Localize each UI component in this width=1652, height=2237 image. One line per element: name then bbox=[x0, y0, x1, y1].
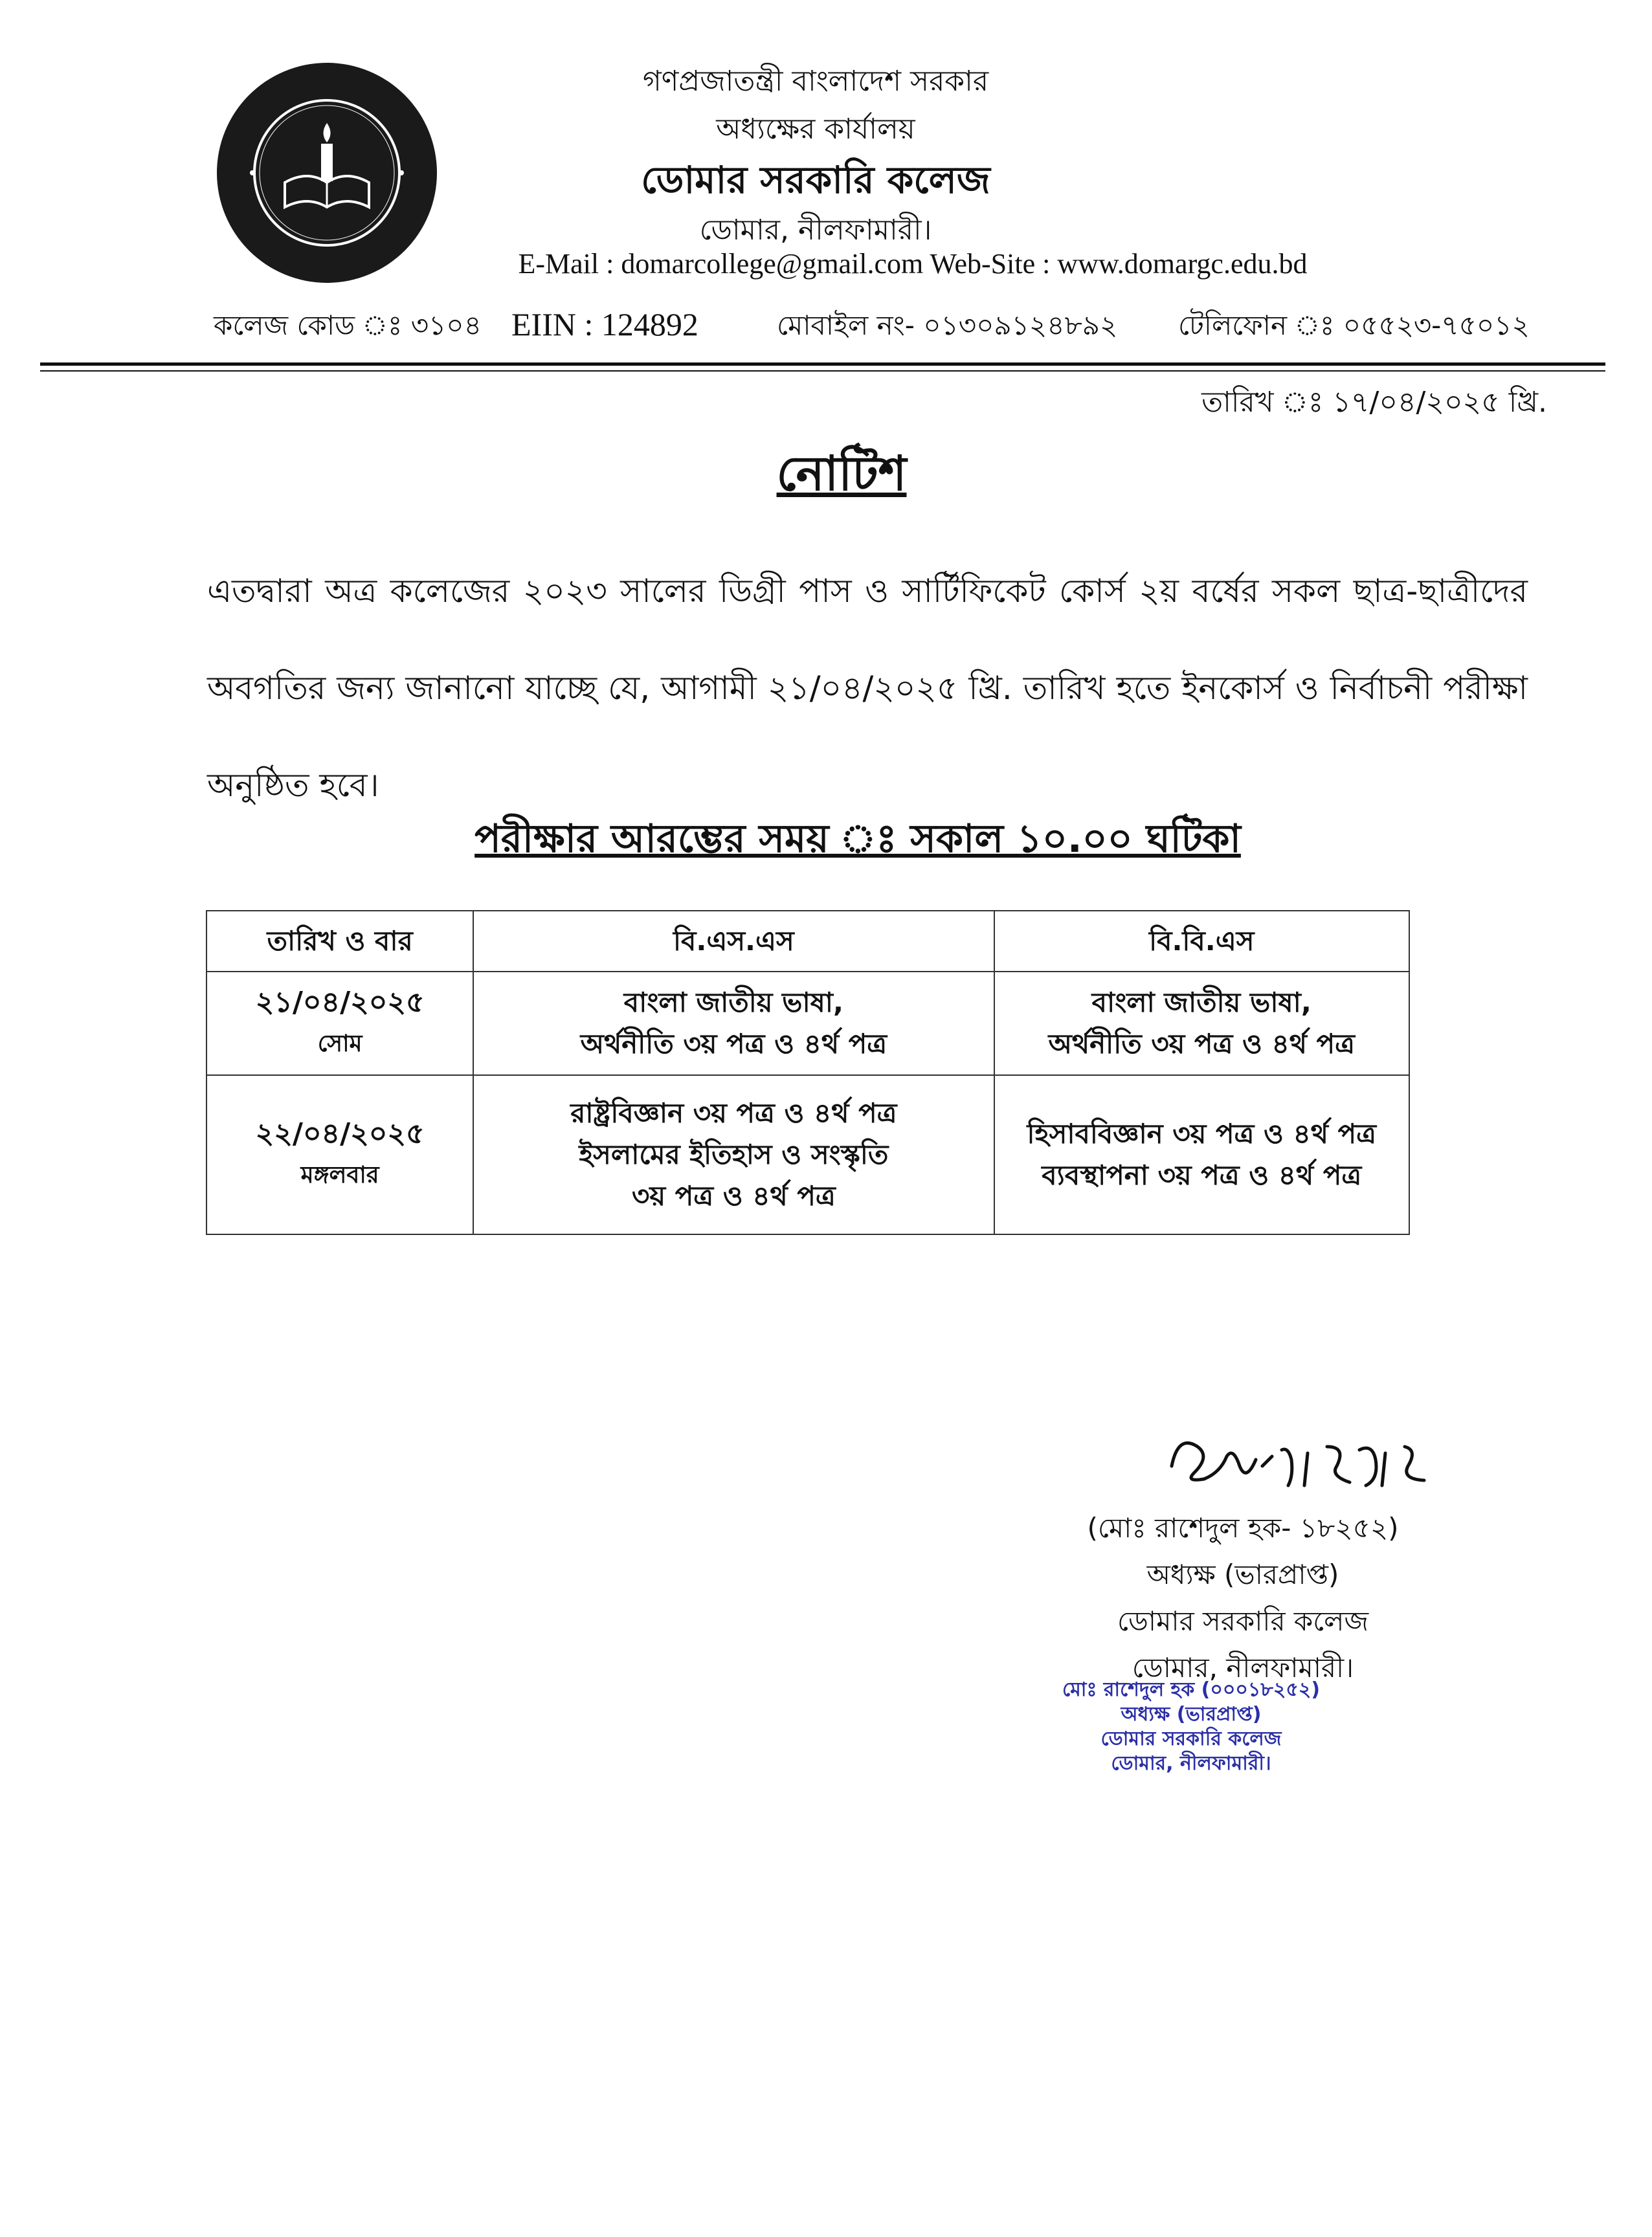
subject-line: বাংলা জাতীয় ভাষা, bbox=[623, 986, 843, 1018]
exam-date: ২১/০৪/২০২৫ bbox=[255, 986, 425, 1019]
college-seal-logo bbox=[214, 60, 440, 286]
signatory-address: ডোমার, নীলফামারী। bbox=[1132, 1652, 1354, 1684]
telephone-number: টেলিফোন ঃ ০৫৫২৩-৭৫০১২ bbox=[1178, 309, 1530, 341]
signatory-title: অধ্যক্ষ (ভারপ্রাপ্ত) bbox=[1146, 1559, 1339, 1590]
stamp-line: ডোমার, নীলফামারী। bbox=[1111, 1752, 1271, 1775]
mobile-number: মোবাইল নং- ০১৩০৯১২৪৮৯২ bbox=[777, 309, 1118, 341]
table-header-row bbox=[206, 911, 1409, 972]
subject-line: বাংলা জাতীয় ভাষা, bbox=[1091, 986, 1312, 1018]
office-line: অধ্যক্ষের কার্যালয় bbox=[716, 113, 915, 146]
table-row bbox=[206, 972, 1409, 1075]
eiin-number: EIIN : 124892 bbox=[511, 306, 698, 342]
header-divider bbox=[40, 362, 1605, 366]
subject-line: অর্থনীতি ৩য় পত্র ও ৪র্থ পত্র bbox=[580, 1028, 887, 1060]
official-stamp bbox=[1010, 1678, 1372, 1776]
subject-line: ৩য় পত্র ও ৪র্থ পত্র bbox=[632, 1180, 836, 1212]
handwritten-signature bbox=[1159, 1421, 1469, 1498]
date-cell bbox=[206, 1075, 473, 1234]
exam-day: সোম bbox=[317, 1030, 363, 1057]
header-divider-thin bbox=[40, 370, 1605, 372]
bbs-cell bbox=[994, 1075, 1409, 1234]
stamp-line: ডোমার সরকারি কলেজ bbox=[1100, 1728, 1282, 1750]
exam-start-time: পরীক্ষার আরম্ভের সময় ঃ সকাল ১০.০০ ঘটিকা bbox=[474, 816, 1241, 862]
exam-date: ২২/০৪/২০২৫ bbox=[255, 1117, 425, 1150]
exam-day: মঙ্গলবার bbox=[300, 1162, 379, 1188]
header-date-day: তারিখ ও বার bbox=[206, 911, 473, 972]
notice-body: এতদ্বারা অত্র কলেজের ২০২৩ সালের ডিগ্রী পাস ও সার্টিফিকেট কোর্স ২য় বর্ষের সকল ছাত্র-ছাত্রীদের অবগতির জন্য জানানো যাচ্ছে যে, আগামী ২১/০৪/২০২৫ খ্রি. তারিখ হতে ইনকোর্স ও নির্বাচনী পরীক্ষা অনুষ্ঠিত হবে। bbox=[207, 572, 1528, 804]
signatory-college: ডোমার সরকারি কলেজ bbox=[1117, 1605, 1369, 1637]
subject-line: ইসলামের ইতিহাস ও সংস্কৃতি bbox=[579, 1139, 889, 1170]
bss-cell bbox=[473, 972, 994, 1075]
bss-cell bbox=[473, 1075, 994, 1234]
notice-date: তারিখ ঃ ১৭/০৪/২০২৫ খ্রি. bbox=[1201, 386, 1547, 419]
signatory-name: (মোঃ রাশেদুল হক- ১৮২৫২) bbox=[1087, 1512, 1399, 1544]
header-bbs: বি.বি.এস bbox=[994, 911, 1409, 972]
subject-line: রাষ্ট্রবিজ্ঞান ৩য় পত্র ও ৪র্থ পত্র bbox=[570, 1097, 897, 1129]
exam-schedule-table bbox=[206, 910, 1410, 1235]
college-address: ডোমার, নীলফামারী। bbox=[699, 214, 932, 247]
college-name: ডোমার সরকারি কলেজ bbox=[641, 158, 990, 202]
header-bss: বি.এস.এস bbox=[473, 911, 994, 972]
college-code: কলেজ কোড ঃ ৩১০৪ bbox=[214, 309, 482, 341]
stamp-line: মোঃ রাশেদুল হক (০০০১৮২৫২) bbox=[1062, 1678, 1321, 1701]
stamp-line: অধ্যক্ষ (ভারপ্রাপ্ত) bbox=[1121, 1703, 1262, 1726]
subject-line: অর্থনীতি ৩য় পত্র ও ৪র্থ পত্র bbox=[1048, 1028, 1355, 1060]
contact-line: E-Mail : domarcollege@gmail.com Web-Site : www.domargc.edu.bd bbox=[518, 248, 1308, 280]
bbs-cell bbox=[994, 972, 1409, 1075]
government-line: গণপ্রজাতন্ত্রী বাংলাদেশ সরকার bbox=[642, 65, 989, 98]
date-cell bbox=[206, 972, 473, 1075]
notice-title: নোটিশ bbox=[776, 446, 907, 502]
table-row bbox=[206, 1075, 1409, 1234]
subject-line: হিসাববিজ্ঞান ৩য় পত্র ও ৪র্থ পত্র bbox=[1027, 1118, 1376, 1150]
subject-line: ব্যবস্থাপনা ৩য় পত্র ও ৪র্থ পত্র bbox=[1042, 1159, 1362, 1191]
